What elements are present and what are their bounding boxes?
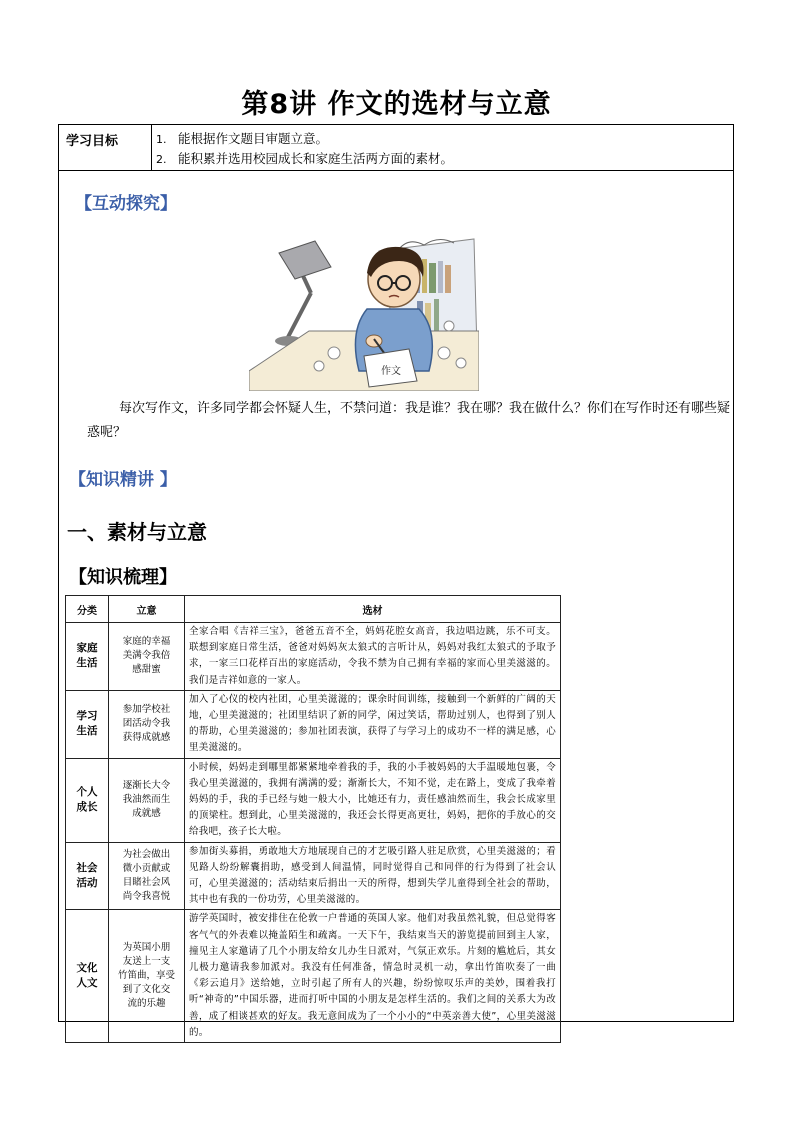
header-category: 分类 (66, 596, 109, 623)
table-row (66, 842, 561, 910)
row-idea: 逐渐长大令 我油然而生 成就感 (109, 758, 185, 842)
student-writing-illustration (249, 231, 479, 391)
table-header-row (66, 596, 561, 623)
knowledge-heading: 【知识精讲 】 (69, 470, 177, 490)
lesson-frame (58, 124, 734, 1038)
row-material: 全家合唱《吉祥三宝》，爸爸五音不全，妈妈花腔女高音，我边唱边跳，乐不可支。联想到家庭日常生活，爸爸对妈妈灰太狼式的言听计从，妈妈对我红太狼式的予取予求，一家三口花样百出的家庭活动，令我不禁为自己拥有幸福的家而心里美滋滋的。我们是吉祥如意的一家人。 (185, 623, 561, 691)
page-title: 第8讲 作文的选材与立意 (241, 89, 552, 120)
learning-goals-label: 学习目标 (59, 125, 152, 170)
goal-item: 1. 能根据作文题目审题立意。 (156, 131, 329, 146)
table-row (66, 758, 561, 842)
table-row (66, 690, 561, 758)
learning-goals-row (59, 125, 733, 171)
learning-goals-list (156, 129, 453, 169)
row-category: 个人 成长 (66, 758, 109, 842)
row-category: 学习 生活 (66, 690, 109, 758)
row-category: 社会 活动 (66, 842, 109, 910)
header-material: 选材 (185, 596, 561, 623)
row-material: 小时候，妈妈走到哪里都紧紧地牵着我的手，我的小手被妈妈的大手温暖地包裹，令我心里美滋滋的，我拥有满满的爱；渐渐长大，不知不觉，走在路上，变成了我牵着妈妈的手，我的手已经与她一般大小，比她还有力，责任感油然而生，我会长成家里的顶梁柱。想到此，心里美滋滋的，我还会长得更高更壮，妈妈，把你的手放心的交给我吧，孩子长大啦。 (185, 758, 561, 842)
row-category: 家庭 生活 (66, 623, 109, 691)
section-title: 一、素材与立意 (67, 520, 207, 544)
goal-item: 2. 能积累并选用校园成长和家庭生活两方面的素材。 (156, 151, 454, 166)
row-category: 文化 人文 (66, 910, 109, 1043)
row-idea: 为社会做出 微小贡献或 目睹社会风 尚令我喜悦 (109, 842, 185, 910)
row-material: 游学英国时，被安排住在伦敦一户普通的英国人家。他们对我虽然礼貌，但总觉得客客气气的外表难以掩盖陌生和疏离。一天下午，我结束当天的游览提前回到主人家，撞见主人家邀请了几个小朋友给女儿办生日派对，气氛正欢乐。片刻的尴尬后，其女儿极力邀请我参加派对。我没有任何准备，情急时灵机一动，拿出竹笛吹奏了一曲《彩云追月》送给她，立时引起了所有人的兴趣，纷纷惊叹乐声的美妙，围着我打听“神奇的”中国乐器，进而打听中国的小朋友是怎样生活的。我们之间的关系大为改善，成了相谈甚欢的好友。我无意间成为了一个小小的“中英亲善大使”，心里美滋滋的。 (185, 910, 561, 1043)
row-idea: 参加学校社 团活动令我 获得成就感 (109, 690, 185, 758)
interactive-heading: 【互动探究】 (75, 194, 177, 214)
knowledge-summary-heading: 【知识梳理】 (69, 567, 177, 588)
row-idea: 为英国小朋 友送上一支 竹笛曲，享受 到了文化交 流的乐趣 (109, 910, 185, 1043)
material-table (65, 595, 561, 1043)
header-idea: 立意 (109, 596, 185, 623)
row-material: 参加街头募捐，勇敢地大方地展现自己的才艺吸引路人驻足欣赏，心里美滋滋的；看见路人纷纷解囊捐助，感受到人间温情，同时觉得自己和同伴的行为得到了社会认可，心里美滋滋的；活动结束后捐出一天的所得，想到失学儿童得到全社会的帮助，其中也有我的一份功劳，心里美滋滋的。 (185, 842, 561, 910)
table-row (66, 623, 561, 691)
row-idea: 家庭的幸福 美满令我倍 感甜蜜 (109, 623, 185, 691)
paper-label: 作文 (381, 366, 401, 377)
row-material: 加入了心仪的校内社团，心里美滋滋的；课余时间训练，接触到一个新鲜的广阔的天地，心里美滋滋的；社团里结识了新的同学，闲过笑话，帮助过别人，也得到了别人的帮助，心里美滋滋的；参加社团表演，获得了与学习上的成功不一样的满足感，心里美滋滋的。 (185, 690, 561, 758)
table-row (66, 910, 561, 1043)
intro-paragraph: 每次写作文，许多同学都会怀疑人生，不禁问道：我是谁？我在哪？我在做什么？你们在写作时还有哪些疑惑呢？ (87, 401, 731, 440)
